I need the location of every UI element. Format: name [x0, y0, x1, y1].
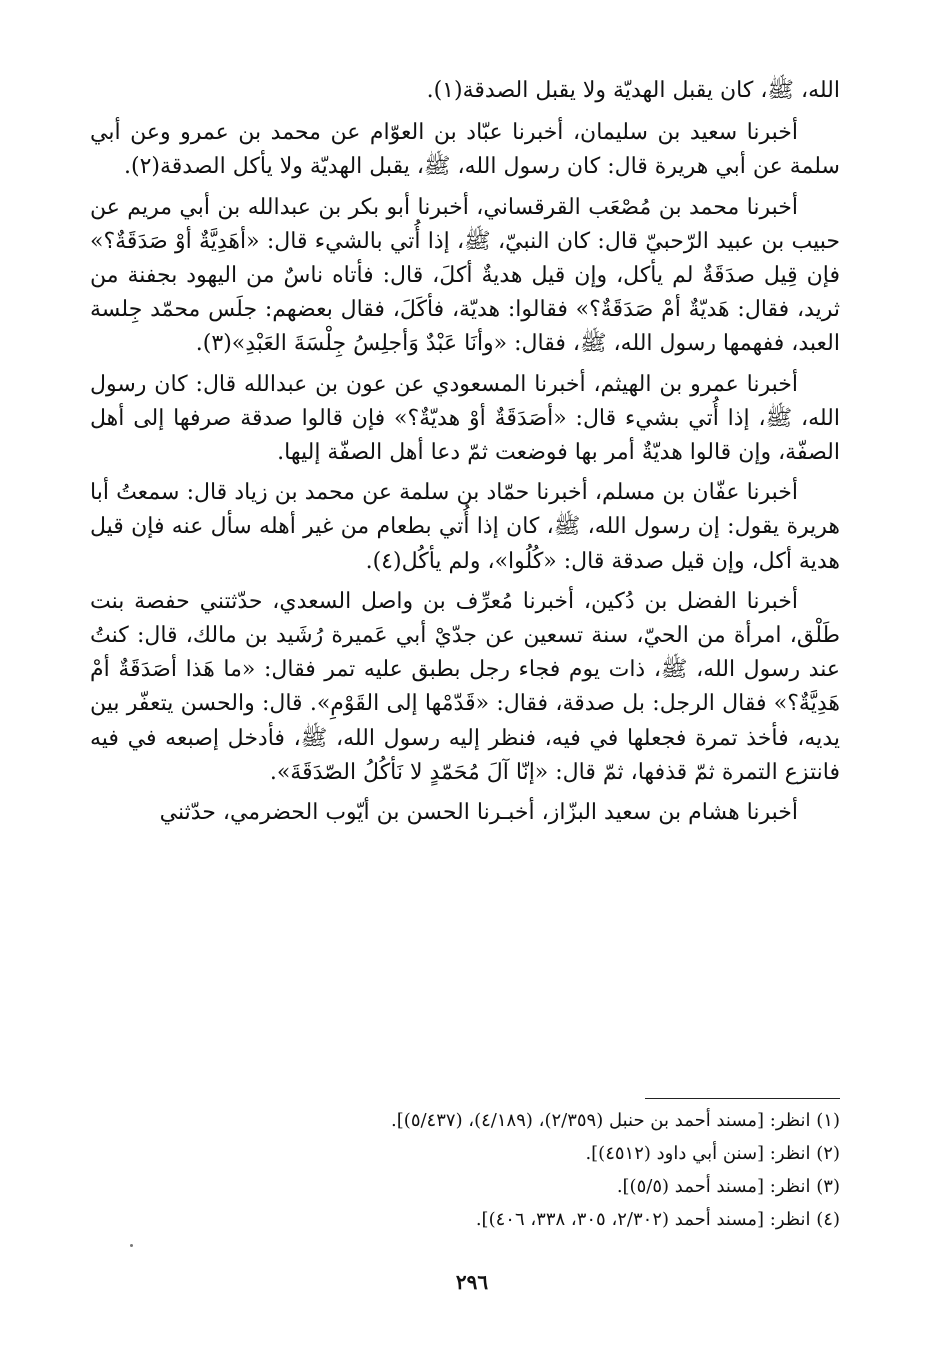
paragraph: أخبرنا عمرو بن الهيثم، أخبرنا المسعودي عن عون بن عبدالله قال: كان رسول الله، ﷺ، إذا أُتي بشيء قال: «أصَدَقَةٌ أوْ هديّةٌ؟» فإن قالوا صدقة صرفها إلى أهل الصفّة، وإن قالوا هديّةٌ أمر بها فوضعت ثمّ دعا أهل الصفّة إليها. [90, 371, 840, 466]
footnote-item: (٤) انظر: [مسند أحمد (٢/٣٠٢، ٣٠٥، ٣٣٨، ٤٠٦)]. [475, 1209, 840, 1230]
paragraph: أخبرنا عفّان بن مسلم، أخبرنا حمّاد بن سلمة عن محمد بن زياد قال: سمعتُ أبا هريرة يقول: إن رسول الله، ﷺ، كان إذا أُتي بطعام من غير أهله سأل عنه فإن قيل هدية أكل، وإن قيل صدقة قال: «كُلُوا»، ولم يأكُل(٤). [90, 480, 840, 574]
footnote-item: (٣) انظر: [مسند أحمد (٥/٥)]. [616, 1176, 840, 1197]
paragraph: أخبرنا الفضل بن دُكين، أخبرنا مُعرِّف بن واصل السعدي، حدّثتني حفصة بنت طَلْق، امرأة من الحيّ، سنة تسعين عن جدّيْ أبي عَميرة رُشَيد بن مالك، قال: كنتُ عند رسول الله، ﷺ، ذات يوم فجاء رجل بطبق عليه تمر فقال: «ما هَذا أصَدَقَةٌ أمْ هَدِيَّةٌ؟» فقال الرجل: بل صدقة، فقال: «قَدّمْها إلى القَوْمِ». قال: والحسن يتعفّر بين يديه، فأخذ تمرة فجعلها في فيه، فنظر إليه رسول الله، ﷺ، فأدخل إصبعه في فيه فانتزع التمرة ثمّ قذفها، ثمّ قال: «إنّا آلَ مُحَمّدٍ لا نَأكُلُ الصّدَقَةَ». [90, 588, 840, 785]
main-text [90, 74, 840, 836]
paragraph: أخبرنا هشام بن سعيد البزّاز، أخبـرنا الحسن بن أيّوب الحضرمي، حدّثني [159, 800, 798, 826]
footnote-item: (٢) انظر: [سنن أبي داود (٤٥١٢)]. [585, 1143, 840, 1164]
footnote-item: (١) انظر: [مسند أحمد بن حنبل (٢/٣٥٩)، (٤/١٨٩)، (٥/٤٣٧)]. [391, 1110, 840, 1131]
page-number: ٢٩٦ [455, 1270, 489, 1294]
paragraph-continuation: الله، ﷺ، كان يقبل الهديّة ولا يقبل الصدقة(١). [426, 78, 840, 103]
footnotes [100, 1104, 840, 1236]
paragraph: أخبرنا سعيد بن سليمان، أخبرنا عبّاد بن العوّام عن محمد بن عمرو وعن أبي سلمة عن أبي هريرة قال: كان رسول الله، ﷺ، يقبل الهديّة ولا يأكل الصدقة(٢). [90, 120, 840, 180]
paragraph: أخبرنا محمد بن مُصْعَب القرقساني، أخبرنا أبو بكر بن عبدالله بن أبي مريم عن حبيب بن عبيد الرّحبيّ قال: كان النبيّ، ﷺ، إذا أُتي بالشيء قال: «أهَدِيَّةٌ أوْ صَدَقَةٌ؟» فإن قِيل صدَقَةٌ لم يأكل، وإن قيل هديةٌ أكلَ، قال: فأتاه ناسٌ من اليهود بجفنة من ثريد، فقال: هَديّةٌ أمْ صَدَقَةٌ؟» فقالوا: هديّة، فأكَلَ، فقال بعضهم: جلَس محمّد جِلسة العبد، ففهمها رسول الله، ﷺ، فقال: «وأنَا عَبْدٌ وَأجلِسُ جِلْسَةَ العَبْدِ»(٣). [90, 194, 840, 357]
scan-speck [130, 1244, 133, 1247]
footnote-divider [645, 1098, 840, 1099]
